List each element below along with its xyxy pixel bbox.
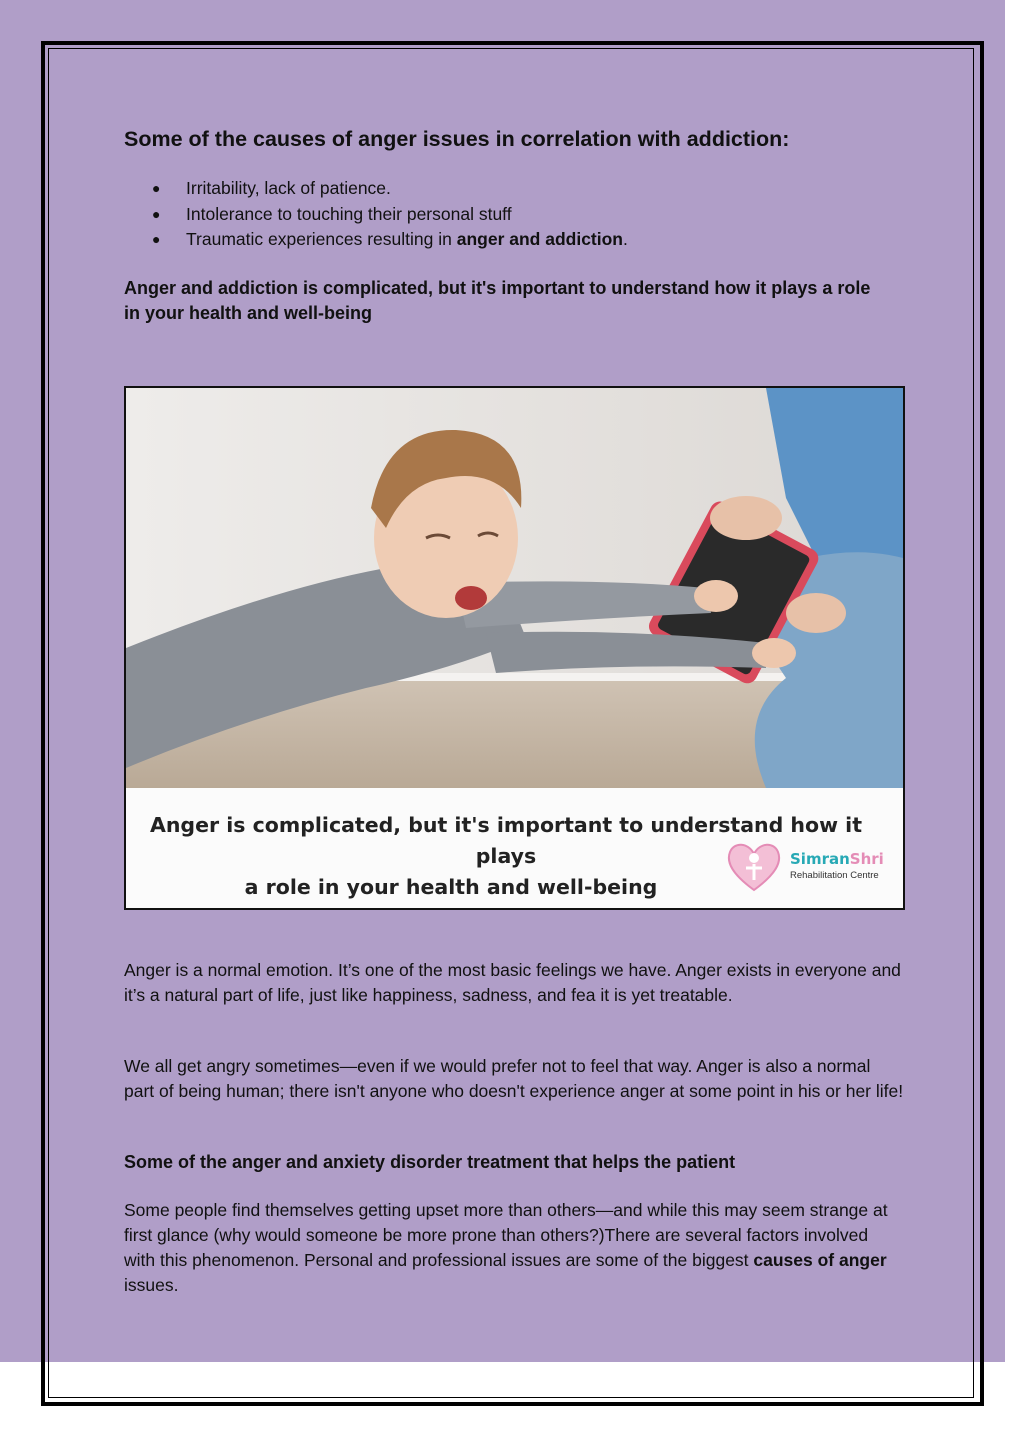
heart-logo-icon <box>724 836 784 896</box>
list-item: ● Irritability, lack of patience. <box>148 176 628 202</box>
adult-hand <box>786 593 846 633</box>
bullet-icon: ● <box>152 205 161 222</box>
subheading-anger-addiction: Anger and addiction is complicated, but it's important to understand how it plays a role in your health and well-being <box>124 278 871 323</box>
bullet-icon: ● <box>152 180 161 196</box>
image-caption: Anger is complicated, but it's important to understand how it plays a role in your health and well-being <box>149 813 863 899</box>
list-item: ● Intolerance to touching their personal stuff <box>148 202 628 228</box>
child-hand <box>694 580 738 612</box>
subheading-treatment: Some of the anger and anxiety disorder treatment that helps the patient <box>124 1152 736 1172</box>
child-hand <box>752 638 796 668</box>
simranshri-logo <box>724 836 894 896</box>
bold-phrase: causes of anger <box>753 1250 887 1270</box>
logo-tagline: Rehabilitation Centre <box>790 870 879 881</box>
photo-scene <box>126 388 903 788</box>
paragraph-everyone-angry: We all get angry sometimes—even if we would prefer not to feel that way. Anger is also a normal part of being human; there isn't anyone who doesn't experience anger at some point in his or her life! <box>124 1056 904 1101</box>
illustration-child-tablet <box>124 386 905 910</box>
list-item: ● Traumatic experiences resulting in anger and addiction. <box>148 227 628 253</box>
logo-name: SimranShri <box>790 850 884 868</box>
paragraph-normal-emotion: Anger is a normal emotion. It’s one of the most basic feelings we have. Anger exists in everyone and it’s a natural part of life, just like happiness, sadness, and fea it is yet treatable. <box>124 960 901 1005</box>
section-heading: Some of the causes of anger issues in correlation with addiction: <box>124 127 790 151</box>
bullet-icon: ● <box>152 231 161 247</box>
adult-hand <box>710 496 782 540</box>
child-mouth <box>455 586 487 610</box>
causes-list <box>148 176 628 253</box>
bold-phrase: anger and addiction <box>456 229 624 249</box>
paragraph-causes: Some people find themselves getting upset more than others—and while this may seem strange at first glance (why would someone be more prone than others?)There are several factors involved with this phenomenon. Personal and professional issues are some of the biggest causes of anger issues. <box>124 1200 888 1295</box>
